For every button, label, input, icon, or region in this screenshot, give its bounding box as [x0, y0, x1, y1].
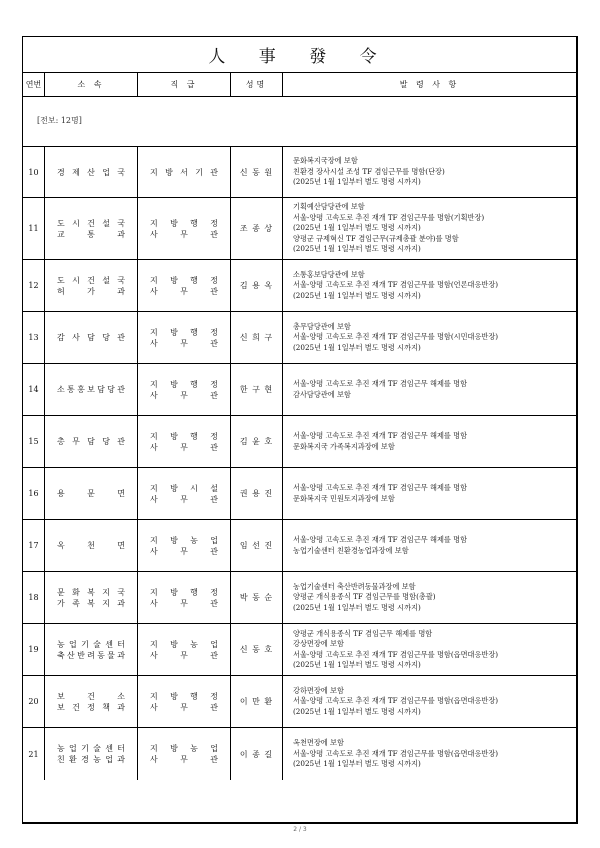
grade-line: 지 방 행 정 — [150, 327, 218, 337]
row-orders — [283, 416, 576, 467]
table-row — [23, 520, 576, 572]
table-row — [23, 624, 576, 676]
order-line: 서울-양평 고속도로 추진 재개 TF 겸임근무 해제를 명함 — [293, 379, 468, 388]
row-orders — [283, 572, 576, 623]
order-line: (2025년 1월 1일부터 별도 명령 시까지) — [293, 660, 421, 669]
grade-line: 지 방 농 업 — [150, 535, 218, 545]
row-grade — [138, 468, 231, 519]
grade-line: 사 무 관 — [150, 702, 218, 712]
row-dept — [45, 416, 138, 467]
row-number: 15 — [23, 416, 45, 467]
row-number: 13 — [23, 312, 45, 363]
header-name: 성명 — [231, 73, 283, 96]
row-name: 김 용 옥 — [231, 260, 283, 311]
document-frame — [22, 36, 578, 824]
order-line: 서울-양평 고속도로 추진 재개 TF 겸임근무를 명함(읍면대응반장) — [293, 696, 499, 706]
dept-line: 가 족 복 지 과 — [57, 598, 125, 608]
row-dept — [45, 520, 138, 571]
row-dept — [45, 147, 138, 197]
grade-line: 지 방 농 업 — [150, 639, 218, 649]
grade-line: 지 방 행 정 — [150, 431, 218, 441]
table-header — [23, 73, 576, 97]
row-number: 21 — [23, 728, 45, 780]
dept-line: 농 업 기 술 센 터 — [57, 744, 125, 753]
order-line: 양평군 개식용종식 TF 겸임근무를 명함(총괄) — [293, 592, 436, 602]
grade-line: 사 무 관 — [150, 442, 218, 452]
row-name: 한 구 현 — [231, 364, 283, 415]
row-grade — [138, 728, 231, 780]
table-row — [23, 416, 576, 468]
order-line: 서울-양평 고속도로 추진 재개 TF 겸임근무를 명함(기획반장) — [293, 212, 485, 222]
dept-line: 보 건 정 책 과 — [57, 702, 125, 712]
row-number: 16 — [23, 468, 45, 519]
row-dept — [45, 260, 138, 311]
grade-line: 지 방 서 기 관 — [150, 167, 218, 177]
grade-line: 사 무 관 — [150, 755, 218, 764]
dept-line: 보 건 소 — [57, 691, 125, 701]
order-line: 양평군 규제혁신 TF 겸임근무(규제총괄 분야)를 명함 — [293, 233, 459, 243]
dept-line: 허 가 과 — [57, 286, 125, 296]
order-line: 서울-양평 고속도로 추진 재개 TF 겸임근무를 명함(시민대응반장) — [293, 332, 499, 342]
row-grade — [138, 572, 231, 623]
row-orders — [283, 676, 576, 727]
row-name: 임 선 진 — [231, 520, 283, 571]
dept-line: 총 무 담 당 관 — [57, 437, 125, 446]
dept-line: 교 통 과 — [57, 229, 125, 239]
row-orders — [283, 147, 576, 197]
order-line: (2025년 1월 1일부터 별도 명령 시까지) — [293, 290, 421, 300]
dept-line: 용 문 면 — [57, 489, 125, 498]
order-line: 감사담당관에 보함 — [293, 389, 351, 399]
order-line: 서울-양평 고속도로 추진 재개 TF 겸임근무 해제를 명함 — [293, 431, 468, 440]
order-line: 총무담당관에 보함 — [293, 321, 351, 331]
order-line: 서울-양평 고속도로 추진 재개 TF 겸임근무를 명함(언론대응반장) — [293, 280, 499, 290]
grade-line: 지 방 행 정 — [150, 275, 218, 285]
header-order: 발 령 사 항 — [399, 80, 460, 89]
row-number: 12 — [23, 260, 45, 311]
table-row — [23, 572, 576, 624]
row-number: 10 — [23, 147, 45, 197]
row-number: 17 — [23, 520, 45, 571]
grade-line: 지 방 행 정 — [150, 587, 218, 597]
order-line: 소통홍보담당관에 보함 — [293, 269, 365, 279]
row-number: 14 — [23, 364, 45, 415]
row-grade — [138, 624, 231, 675]
order-line: 문화복지국장에 보함 — [293, 156, 358, 166]
header-dept: 소 속 — [45, 73, 138, 96]
row-orders — [283, 260, 576, 311]
row-grade — [138, 676, 231, 727]
row-grade — [138, 260, 231, 311]
table-row — [23, 728, 576, 780]
row-name: 조 종 상 — [231, 198, 283, 259]
order-line: 농업기술센터 친환경농업과장에 보함 — [293, 545, 409, 555]
dept-line: 감 사 담 당 관 — [57, 333, 125, 342]
table-body — [23, 147, 576, 780]
order-line: 기획예산담당관에 보함 — [293, 202, 365, 212]
row-grade — [138, 416, 231, 467]
order-line: (2025년 1월 1일부터 별도 명령 시까지) — [293, 759, 421, 769]
row-name: 김 윤 호 — [231, 416, 283, 467]
order-line: 서울-양평 고속도로 추진 재개 TF 겸임근무 해제를 명함 — [293, 535, 468, 544]
row-number: 19 — [23, 624, 45, 675]
order-line: (2025년 1월 1일부터 별도 명령 시까지) — [293, 602, 421, 612]
row-orders — [283, 468, 576, 519]
table-row — [23, 147, 576, 198]
order-line: 문화복지국 민원토지과장에 보함 — [293, 493, 395, 503]
table-row — [23, 364, 576, 416]
row-orders — [283, 198, 576, 259]
grade-line: 사 무 관 — [150, 390, 218, 400]
header-no: 연번 — [23, 73, 45, 96]
table-row — [23, 312, 576, 364]
table-row — [23, 198, 576, 260]
row-name: 박 동 순 — [231, 572, 283, 623]
row-grade — [138, 364, 231, 415]
dept-line: 문 화 복 지 국 — [57, 587, 125, 597]
grade-line: 사 무 관 — [150, 229, 218, 239]
grade-line: 지 방 행 정 — [150, 691, 218, 701]
row-name: 신 희 구 — [231, 312, 283, 363]
order-line: 서울-양평 고속도로 추진 재개 TF 겸임근무 해제를 명함 — [293, 483, 468, 492]
order-line: 강하면장에 보함 — [293, 685, 344, 695]
order-line: 양평군 개식용종식 TF 겸임근무 해제를 명함 — [293, 628, 433, 638]
order-line: 강상면장에 보함 — [293, 639, 344, 648]
order-line: (2025년 1월 1일부터 별도 명령 시까지) — [293, 223, 421, 233]
row-name: 권 용 진 — [231, 468, 283, 519]
row-dept — [45, 728, 138, 780]
dept-line: 도 시 건 설 국 — [57, 275, 125, 285]
row-number: 20 — [23, 676, 45, 727]
order-line: (2025년 1월 1일부터 별도 명령 시까지) — [293, 177, 421, 187]
row-name: 이 만 환 — [231, 676, 283, 727]
row-dept — [45, 624, 138, 675]
row-dept — [45, 364, 138, 415]
row-orders — [283, 728, 576, 780]
row-orders — [283, 624, 576, 675]
order-line: 옥천면장에 보함 — [293, 738, 344, 748]
order-line: 농업기술센터 축산반려동물과장에 보함 — [293, 581, 416, 591]
grade-line: 지 방 시 설 — [150, 483, 218, 493]
row-grade — [138, 198, 231, 259]
grade-line: 지 방 행 정 — [150, 218, 218, 228]
dept-line: 소 통 홍 보 담 당 관 — [57, 385, 125, 394]
row-dept — [45, 198, 138, 259]
grade-line: 지 방 농 업 — [150, 744, 218, 753]
header-grade: 직 급 — [138, 73, 231, 96]
order-line: (2025년 1월 1일부터 별도 명령 시까지) — [293, 244, 421, 254]
row-number: 11 — [23, 198, 45, 259]
grade-line: 사 무 관 — [150, 598, 218, 608]
order-line: 서울-양평 고속도로 추진 재개 TF 겸임근무를 명함(읍면대응반장) — [293, 649, 499, 659]
row-name: 이 종 길 — [231, 728, 283, 780]
row-orders — [283, 520, 576, 571]
row-grade — [138, 147, 231, 197]
dept-line: 축 산 반 려 동 물 과 — [57, 650, 125, 660]
row-dept — [45, 676, 138, 727]
dept-line: 도 시 건 설 국 — [57, 218, 125, 228]
grade-line: 사 무 관 — [150, 494, 218, 504]
row-dept — [45, 312, 138, 363]
row-number: 18 — [23, 572, 45, 623]
row-name: 신 동 원 — [231, 147, 283, 197]
grade-line: 사 무 관 — [150, 650, 218, 660]
order-line: 서울-양평 고속도로 추진 재개 TF 겸임근무를 명함(읍면대응반장) — [293, 748, 499, 758]
grade-line: 사 무 관 — [150, 546, 218, 556]
dept-line: 친 환 경 농 업 과 — [57, 755, 125, 764]
row-name: 신 동 호 — [231, 624, 283, 675]
dept-line: 농 업 기 술 센 터 — [57, 639, 125, 649]
row-orders — [283, 312, 576, 363]
row-dept — [45, 468, 138, 519]
row-dept — [45, 572, 138, 623]
dept-line: 옥 천 면 — [57, 541, 125, 550]
order-line: (2025년 1월 1일부터 별도 명령 시까지) — [293, 342, 421, 352]
grade-line: 사 무 관 — [150, 338, 218, 348]
grade-line: 사 무 관 — [150, 286, 218, 296]
section-label: [전보: 12명] — [23, 97, 576, 147]
order-line: (2025년 1월 1일부터 별도 명령 시까지) — [293, 706, 421, 716]
table-row — [23, 468, 576, 520]
table-row — [23, 260, 576, 312]
page-number: 2 / 3 — [293, 826, 307, 833]
table-row — [23, 676, 576, 728]
order-line: 문화복지국 가족복지과장에 보함 — [293, 441, 395, 451]
row-grade — [138, 312, 231, 363]
order-line: 친환경 장사시설 조성 TF 겸임근무를 명함(단장) — [293, 166, 445, 176]
document-title: 人 事 發 令 — [23, 37, 576, 73]
row-grade — [138, 520, 231, 571]
row-orders — [283, 364, 576, 415]
dept-line: 경 제 산 업 국 — [57, 167, 125, 177]
grade-line: 지 방 행 정 — [150, 379, 218, 389]
